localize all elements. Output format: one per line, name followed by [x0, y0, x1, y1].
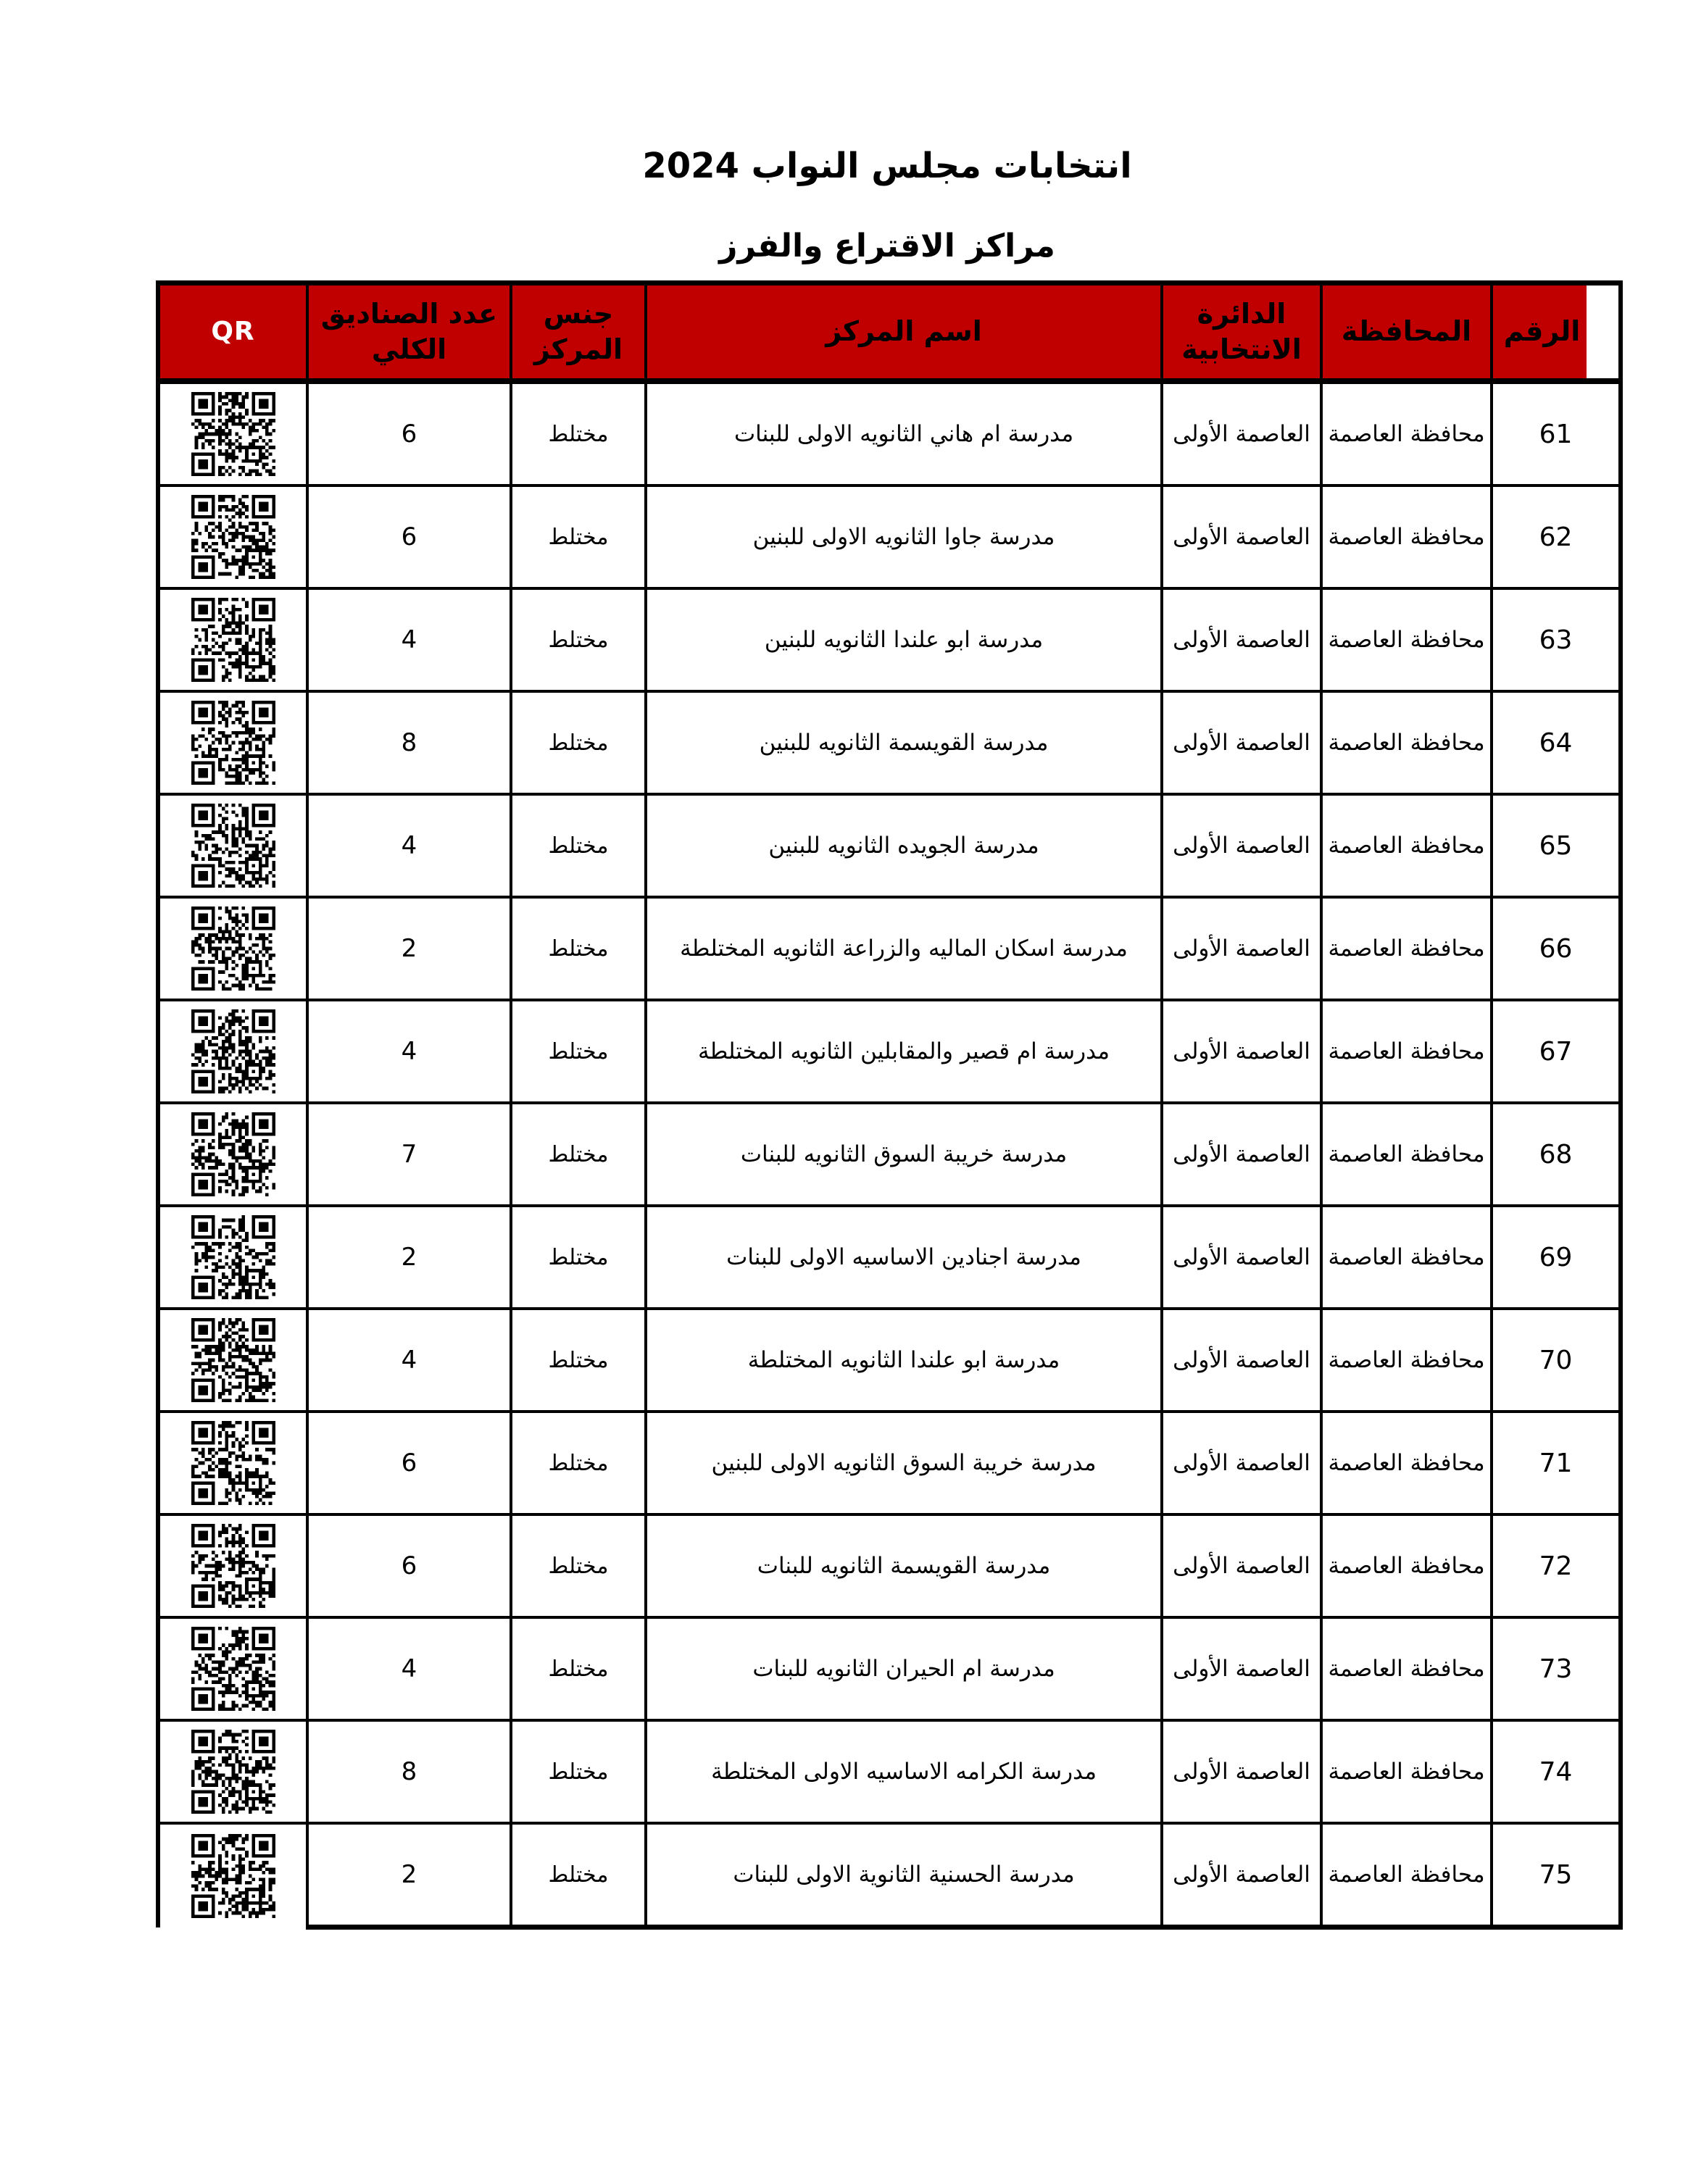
cell-district: العاصمة الأولى [1162, 794, 1321, 897]
table-row [158, 1412, 1621, 1514]
cell-district: العاصمة الأولى [1162, 1309, 1321, 1412]
cell-center-gender: مختلط [511, 691, 646, 794]
qr-code-icon [165, 1421, 302, 1505]
cell-center-gender: مختلط [511, 1514, 646, 1617]
qr-code-icon [165, 1730, 302, 1814]
cell-total-boxes: 8 [307, 1720, 511, 1823]
qr-code-image [158, 1000, 307, 1103]
cell-center-name: مدرسة القويسمة الثانويه للبنين [646, 691, 1162, 794]
cell-total-boxes: 7 [307, 1103, 511, 1206]
cell-center-name: مدرسة القويسمة الثانويه للبنات [646, 1514, 1162, 1617]
page-subtitle: مراكز الاقتراع والفرز [719, 228, 1055, 264]
cell-governorate: محافظة العاصمة [1321, 1720, 1492, 1823]
cell-district: العاصمة الأولى [1162, 1720, 1321, 1823]
cell-total-boxes: 4 [307, 588, 511, 691]
cell-center-gender: مختلط [511, 1103, 646, 1206]
cell-center-name: مدرسة ام هاني الثانويه الاولى للبنات [646, 381, 1162, 485]
qr-code-icon [165, 804, 302, 888]
cell-number: 67 [1492, 1000, 1621, 1103]
cell-center-name: مدرسة ابو علندا الثانويه المختلطة [646, 1309, 1162, 1412]
cell-district: العاصمة الأولى [1162, 1514, 1321, 1617]
qr-code-icon [165, 701, 302, 785]
cell-center-gender: مختلط [511, 1412, 646, 1514]
qr-code-icon [165, 392, 302, 476]
qr-code-icon [165, 1524, 302, 1608]
cell-number: 64 [1492, 691, 1621, 794]
cell-governorate: محافظة العاصمة [1321, 1309, 1492, 1412]
qr-code-image [158, 1412, 307, 1514]
qr-code-image [158, 1720, 307, 1823]
cell-governorate: محافظة العاصمة [1321, 381, 1492, 485]
cell-number: 63 [1492, 588, 1621, 691]
cell-number: 69 [1492, 1206, 1621, 1309]
cell-center-name: مدرسة اسكان الماليه والزراعة الثانويه المختلطة [646, 897, 1162, 1000]
cell-center-gender: مختلط [511, 1206, 646, 1309]
cell-number: 75 [1492, 1823, 1621, 1927]
table-row [158, 1309, 1621, 1412]
cell-center-gender: مختلط [511, 1720, 646, 1823]
cell-governorate: محافظة العاصمة [1321, 1206, 1492, 1309]
cell-total-boxes: 4 [307, 1617, 511, 1720]
qr-code-icon [165, 1112, 302, 1196]
cell-center-name: مدرسة خريبة السوق الثانويه للبنات [646, 1103, 1162, 1206]
qr-code-image [158, 1514, 307, 1617]
cell-number: 74 [1492, 1720, 1621, 1823]
polling-centers-table [156, 280, 1623, 1930]
cell-governorate: محافظة العاصمة [1321, 588, 1492, 691]
table-header-row [158, 283, 1621, 382]
cell-district: العاصمة الأولى [1162, 1103, 1321, 1206]
cell-governorate: محافظة العاصمة [1321, 1103, 1492, 1206]
header-governorate: المحافظة [1321, 283, 1492, 382]
cell-center-gender: مختلط [511, 1617, 646, 1720]
header-center-name: اسم المركز [646, 283, 1162, 382]
table-row [158, 1103, 1621, 1206]
qr-code-icon [165, 1009, 302, 1093]
table-row [158, 1720, 1621, 1823]
cell-total-boxes: 2 [307, 897, 511, 1000]
cell-governorate: محافظة العاصمة [1321, 794, 1492, 897]
qr-code-icon [165, 906, 302, 991]
qr-code-image [158, 1206, 307, 1309]
page-title: انتخابات مجلس النواب 2024 [642, 146, 1132, 186]
cell-district: العاصمة الأولى [1162, 485, 1321, 588]
cell-number: 73 [1492, 1617, 1621, 1720]
cell-center-gender: مختلط [511, 1309, 646, 1412]
cell-center-gender: مختلط [511, 588, 646, 691]
table-row [158, 1617, 1621, 1720]
cell-total-boxes: 6 [307, 1514, 511, 1617]
header-center-gender: جنس المركز [511, 283, 646, 382]
cell-number: 61 [1492, 381, 1621, 485]
cell-total-boxes: 2 [307, 1206, 511, 1309]
table-row [158, 381, 1621, 485]
table-row [158, 588, 1621, 691]
cell-center-name: مدرسة الجويده الثانويه للبنين [646, 794, 1162, 897]
cell-center-name: مدرسة جاوا الثانويه الاولى للبنين [646, 485, 1162, 588]
table-row [158, 1823, 1621, 1927]
qr-code-image [158, 794, 307, 897]
cell-district: العاصمة الأولى [1162, 588, 1321, 691]
cell-governorate: محافظة العاصمة [1321, 1617, 1492, 1720]
cell-governorate: محافظة العاصمة [1321, 897, 1492, 1000]
qr-code-image [158, 588, 307, 691]
cell-governorate: محافظة العاصمة [1321, 1514, 1492, 1617]
qr-code-image [158, 897, 307, 1000]
cell-number: 72 [1492, 1514, 1621, 1617]
table-row [158, 691, 1621, 794]
cell-district: العاصمة الأولى [1162, 691, 1321, 794]
cell-number: 66 [1492, 897, 1621, 1000]
cell-center-gender: مختلط [511, 794, 646, 897]
cell-governorate: محافظة العاصمة [1321, 1000, 1492, 1103]
cell-number: 70 [1492, 1309, 1621, 1412]
cell-district: العاصمة الأولى [1162, 1000, 1321, 1103]
header-district: الدائرة الانتخابية [1162, 283, 1321, 382]
cell-total-boxes: 4 [307, 1000, 511, 1103]
cell-center-name: مدرسة ام قصير والمقابلين الثانويه المختلطة [646, 1000, 1162, 1103]
qr-code-image [158, 691, 307, 794]
qr-code-icon [165, 1215, 302, 1299]
cell-center-name: مدرسة اجنادين الاساسيه الاولى للبنات [646, 1206, 1162, 1309]
cell-center-name: مدرسة ابو علندا الثانويه للبنين [646, 588, 1162, 691]
qr-code-icon [165, 1318, 302, 1402]
table-row [158, 794, 1621, 897]
qr-code-image [158, 1617, 307, 1720]
cell-center-name: مدرسة ام الحيران الثانويه للبنات [646, 1617, 1162, 1720]
cell-total-boxes: 6 [307, 485, 511, 588]
cell-district: العاصمة الأولى [1162, 1412, 1321, 1514]
cell-governorate: محافظة العاصمة [1321, 691, 1492, 794]
cell-governorate: محافظة العاصمة [1321, 485, 1492, 588]
cell-total-boxes: 6 [307, 1412, 511, 1514]
cell-district: العاصمة الأولى [1162, 381, 1321, 485]
cell-center-gender: مختلط [511, 485, 646, 588]
cell-center-gender: مختلط [511, 897, 646, 1000]
qr-code-icon [165, 495, 302, 579]
qr-code-image [158, 381, 307, 485]
table-row [158, 1514, 1621, 1617]
cell-district: العاصمة الأولى [1162, 1617, 1321, 1720]
cell-district: العاصمة الأولى [1162, 897, 1321, 1000]
cell-center-name: مدرسة خريبة السوق الثانويه الاولى للبنين [646, 1412, 1162, 1514]
header-total-boxes: عدد الصناديق الكلي [307, 283, 511, 382]
table-row [158, 1206, 1621, 1309]
cell-number: 62 [1492, 485, 1621, 588]
cell-governorate: محافظة العاصمة [1321, 1823, 1492, 1927]
qr-code-image [158, 1823, 307, 1927]
cell-center-gender: مختلط [511, 1823, 646, 1927]
qr-code-icon [165, 1834, 302, 1918]
table-row [158, 897, 1621, 1000]
cell-district: العاصمة الأولى [1162, 1206, 1321, 1309]
header-number: الرقم [1492, 283, 1621, 382]
cell-center-gender: مختلط [511, 1000, 646, 1103]
table-row [158, 485, 1621, 588]
qr-code-icon [165, 598, 302, 682]
page-header [156, 0, 1618, 267]
cell-total-boxes: 4 [307, 1309, 511, 1412]
qr-code-image [158, 1103, 307, 1206]
cell-number: 68 [1492, 1103, 1621, 1206]
cell-total-boxes: 6 [307, 381, 511, 485]
cell-center-name: مدرسة الحسنية الثانوية الاولى للبنات [646, 1823, 1162, 1927]
cell-total-boxes: 2 [307, 1823, 511, 1927]
header-qr: QR [158, 283, 307, 382]
cell-governorate: محافظة العاصمة [1321, 1412, 1492, 1514]
qr-code-image [158, 485, 307, 588]
table-row [158, 1000, 1621, 1103]
cell-center-name: مدرسة الكرامه الاساسيه الاولى المختلطة [646, 1720, 1162, 1823]
qr-code-icon [165, 1627, 302, 1711]
qr-code-image [158, 1309, 307, 1412]
cell-district: العاصمة الأولى [1162, 1823, 1321, 1927]
cell-number: 65 [1492, 794, 1621, 897]
cell-total-boxes: 4 [307, 794, 511, 897]
cell-center-gender: مختلط [511, 381, 646, 485]
cell-total-boxes: 8 [307, 691, 511, 794]
cell-number: 71 [1492, 1412, 1621, 1514]
